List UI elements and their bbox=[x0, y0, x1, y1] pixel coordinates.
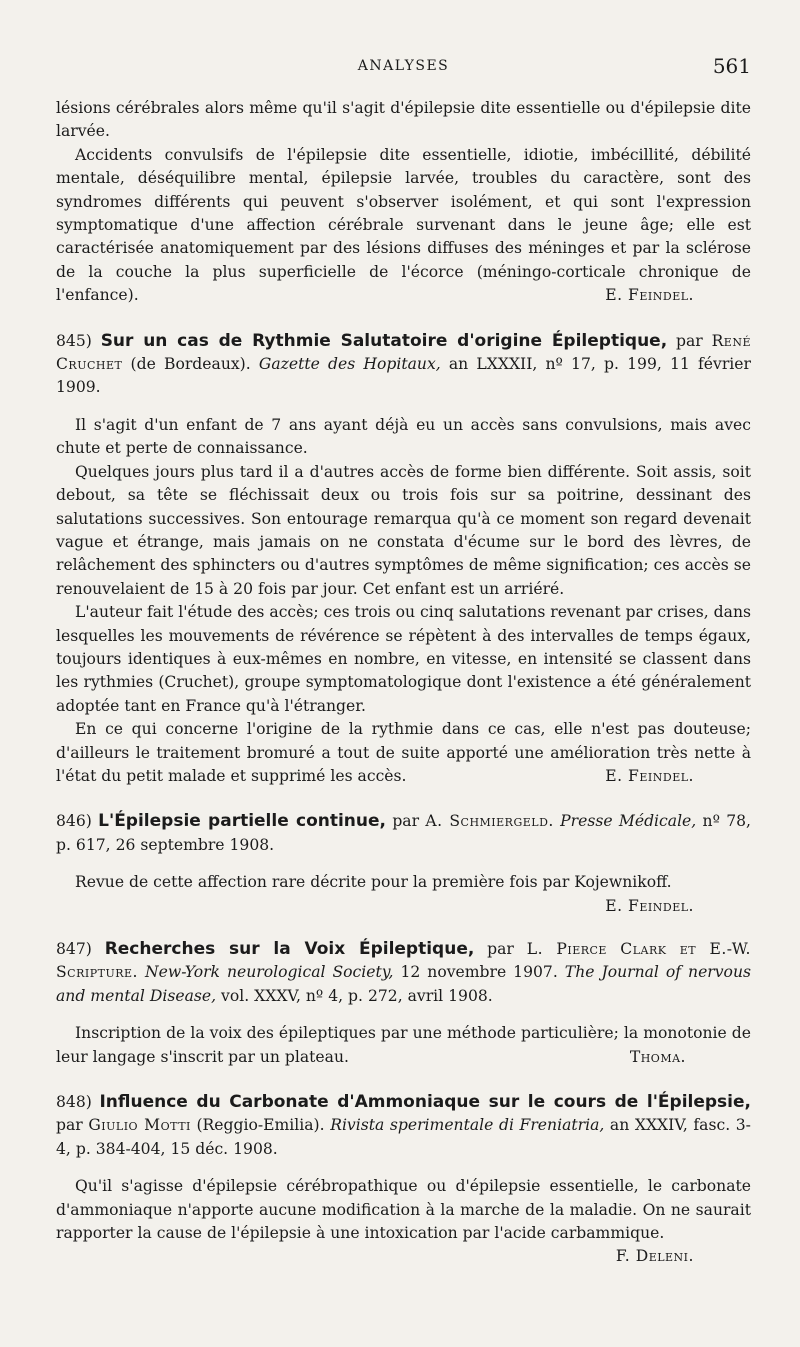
entry-journal: Gazette des Hopitaux, bbox=[258, 355, 441, 374]
entry-number: 846) bbox=[56, 812, 92, 831]
entry-paragraph: Revue de cette affection rare décrite pour la première fois par Kojewnikoff. bbox=[75, 873, 672, 892]
entry-journal: Rivista sperimentale di Freniatria, bbox=[330, 1116, 605, 1135]
entry-journal: New-York neurological Society, bbox=[145, 963, 394, 982]
entry-heading-847 bbox=[56, 938, 751, 1008]
entry-heading-848 bbox=[56, 1091, 751, 1161]
entry-paragraph: Quelques jours plus tard il a d'autres accès de forme bien différente. Soit assis, soit debout, sa tête se fléchissait deux ou trois fois sur sa poitrine, dessinant des salutations successives. Son entourage remarqua qu'à ce moment son regard devenait vague et étrange, mais jamais on ne constata d'écume sur le bord des lèvres, de relâchement des sphincters ou d'autres symptômes de même signification; ces accès se renouvelaient de 15 à 20 fois par jour. Cet enfant est un arriéré. bbox=[56, 462, 751, 598]
reviewer-signature: E. Feindel. bbox=[605, 766, 694, 785]
entry-title: Recherches sur la Voix Épileptique, bbox=[104, 939, 475, 959]
entry-number: 848) bbox=[56, 1093, 92, 1112]
entry-citation: an XXXIV, fasc. 3-4, p. 384-404, 15 déc. 1908. bbox=[56, 1116, 751, 1158]
entry-citation: an LXXXII, nº 17, p. 199, 11 février 1909. bbox=[56, 355, 751, 397]
reviewer-signature: F. Deleni. bbox=[615, 1247, 694, 1266]
paragraph-text: Inscription de la voix des épileptiques par une méthode particulière; la monotonie de leur langage s'inscrit par un plateau. bbox=[56, 1024, 751, 1066]
entry-affiliation: (Reggio-Emilia). bbox=[196, 1116, 325, 1135]
entry-author: A. Schmiergeld. bbox=[425, 812, 554, 831]
entry-paragraph-last bbox=[56, 718, 751, 788]
entry-paragraph-last bbox=[56, 1022, 751, 1069]
page-body bbox=[56, 97, 751, 1269]
entry-paragraph: L'auteur fait l'étude des accès; ces trois ou cinq salutations revenant par crises, dans lesquelles les mouvements de révérence se répètent à des intervalles de temps égaux, toujours identiques à eux-mêmes en nombre, en vitesse, en intensité se classent dans les rythmies (Cruchet), groupe symptomatologique dont l'existence a été généralement adoptée tant en France qu'à l'étranger. bbox=[56, 603, 751, 715]
entry-journal: Presse Médicale, bbox=[560, 812, 697, 831]
entry-title: Influence du Carbonate d'Ammoniaque sur le cours de l'Épilepsie, bbox=[99, 1092, 751, 1113]
entry-author: René Cruchet bbox=[56, 331, 751, 374]
entry-paragraph: Il s'agit d'un enfant de 7 ans ayant déjà eu un accès sans convulsions, mais avec chute et perte de connaissance. bbox=[56, 415, 751, 458]
entry-affiliation: (de Bordeaux). bbox=[130, 355, 251, 374]
entry-paragraph-last bbox=[56, 1175, 751, 1266]
entry-citation-second: vol. XXXV, nº 4, p. 272, avril 1908. bbox=[221, 986, 493, 1005]
entry-author: L. Pierce Clark et E.-W. Scripture. bbox=[56, 940, 751, 982]
entry-journal-second: The Journal of nervous and mental Disease, bbox=[56, 963, 751, 1005]
continued-paragraph-2 bbox=[56, 144, 751, 308]
entry-heading-845 bbox=[56, 330, 751, 400]
running-title: ANALYSES bbox=[357, 58, 450, 74]
running-header bbox=[56, 54, 751, 82]
entry-author: Giulio Motti bbox=[88, 1116, 191, 1135]
entry-heading-846 bbox=[56, 810, 751, 857]
entry-citation: 12 novembre 1907. bbox=[400, 963, 558, 982]
entry-by: par bbox=[392, 812, 420, 831]
entry-title: L'Épilepsie partielle continue, bbox=[98, 811, 387, 832]
entry-title: Sur un cas de Rythmie Salutatoire d'origine Épileptique, bbox=[100, 330, 668, 351]
continued-paragraph: lésions cérébrales alors même qu'il s'agit d'épilepsie dite essentielle ou d'épilepsie dite larvée. bbox=[56, 99, 751, 141]
reviewer-signature: E. Feindel. bbox=[605, 286, 694, 305]
reviewer-signature: E. Feindel. bbox=[605, 896, 694, 915]
reviewer-signature: Thoma. bbox=[629, 1047, 686, 1066]
paragraph-text: Qu'il s'agisse d'épilepsie cérébropathique ou d'épilepsie essentielle, le carbonate d'ammoniaque n'apporte aucune modification à la marche de la maladie. On ne saurait rapporter la cause de l'épilepsie à une intoxication par l'acide carbammique. bbox=[56, 1177, 751, 1243]
paragraph-text: En ce qui concerne l'origine de la rythmie dans ce cas, elle n'est pas douteuse; d'ailleurs le traitement bromuré a tout de suite apporté une amélioration très nette à l'état du petit malade et supprimé les accès. bbox=[56, 720, 751, 785]
paragraph-text: Accidents convulsifs de l'épilepsie dite essentielle, idiotie, imbécillité, débilité mentale, déséquilibre mental, épilepsie larvée, troubles du caractère, sont des syndromes différents qui peuvent s'observer isolément, et qui sont l'expression symptomatique d'une affection cérébrale survenant dans le jeune âge; elle est caractérisée anatomiquement par des lésions diffuses des méninges et par la sclérose de la couche la plus superficielle de l'écorce (méningo-corticale chronique de l'enfance). bbox=[56, 145, 751, 305]
entry-number: 847) bbox=[56, 940, 92, 958]
page-number: 561 bbox=[712, 54, 751, 78]
entry-number: 845) bbox=[56, 331, 92, 350]
entry-by: par bbox=[56, 1116, 83, 1135]
entry-by: par bbox=[487, 940, 514, 958]
entry-by: par bbox=[676, 331, 703, 350]
entry-citation: nº 78, p. 617, 26 septembre 1908. bbox=[56, 812, 752, 854]
